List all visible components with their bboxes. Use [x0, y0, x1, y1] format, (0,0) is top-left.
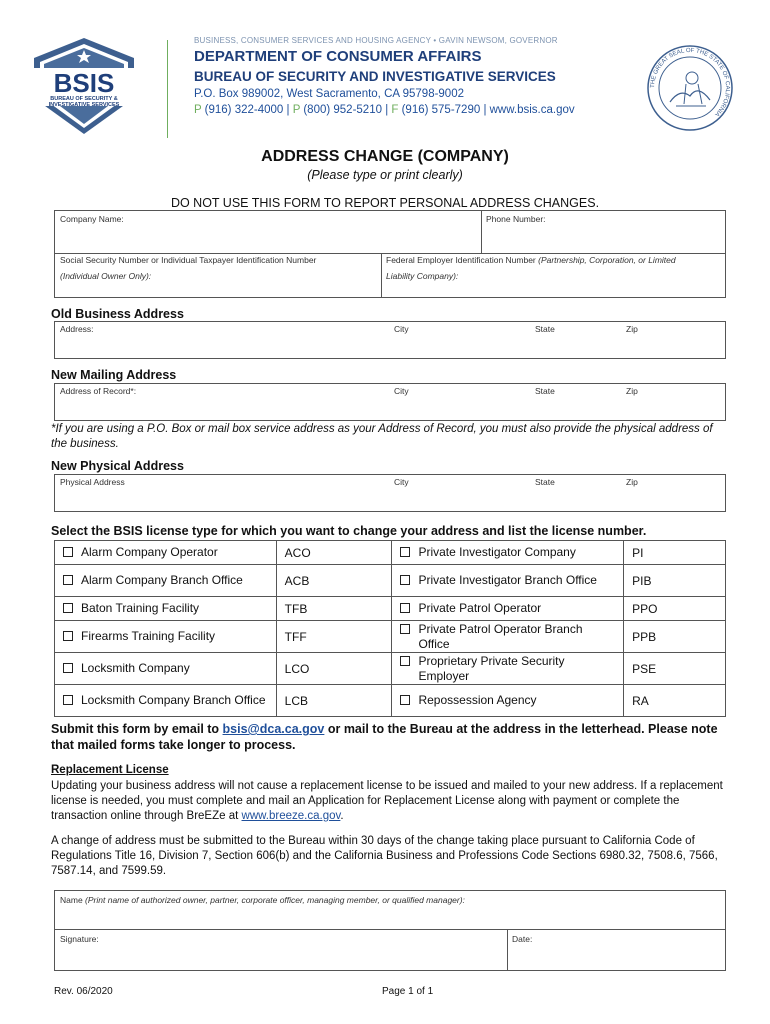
checkbox[interactable] [63, 631, 73, 641]
breeze-link[interactable]: www.breeze.ca.gov [241, 810, 341, 822]
fax-label: F [391, 104, 399, 116]
phone-number-label: Phone Number: [486, 214, 546, 224]
ssn-sub: (Individual Owner Only): [60, 271, 152, 281]
bureau-name: BUREAU OF SECURITY AND INVESTIGATIVE SERVICES [194, 69, 556, 84]
license-table [54, 540, 726, 717]
license-option[interactable] [392, 597, 624, 621]
paragraph-text: . [340, 810, 344, 822]
bureau-contacts [194, 104, 575, 116]
license-name: Private Patrol Operator Branch Office [418, 621, 583, 651]
address-label: Address: [60, 324, 94, 334]
city-label: City [394, 477, 409, 487]
license-name: Firearms Training Facility [81, 629, 216, 643]
fein-text: Federal Employer Identification Number [386, 255, 539, 265]
license-option[interactable] [55, 621, 277, 653]
email-link[interactable]: bsis@dca.ca.gov [222, 722, 325, 736]
license-heading: Select the BSIS license type for which you want to change your address and list the license number. [51, 524, 647, 538]
department-name: DEPARTMENT OF CONSUMER AFFAIRS [194, 48, 482, 65]
replacement-heading: Replacement License [51, 764, 169, 776]
submit-text: or mail to the Bureau at the address in the letterhead. Please note that mailed forms take longer to process. [51, 722, 718, 752]
checkbox[interactable] [63, 695, 73, 705]
license-name: Proprietary Private Security Employer [418, 653, 565, 683]
license-option[interactable] [392, 541, 624, 565]
paragraph-text: Updating your business address will not cause a replacement license to be issued and mailed to your new address. If a replacement license is needed, you must complete and mail an Application for Replacement License along with payment or complete the transaction online through BreEZe at [51, 780, 723, 822]
phone-label: P [292, 104, 301, 116]
logo-subtext-1: BUREAU OF SECURITY & [50, 96, 118, 102]
state-label: State [535, 477, 555, 487]
ssn-label: Social Security Number or Individual Taxpayer Identification Number [60, 255, 317, 265]
license-code: TFF [276, 621, 392, 653]
license-option[interactable] [392, 653, 624, 685]
form-title: ADDRESS CHANGE (COMPANY) [261, 148, 509, 165]
license-code: PSE [624, 653, 726, 685]
checkbox[interactable] [400, 575, 410, 585]
city-label: City [394, 386, 409, 396]
replacement-paragraph [51, 779, 731, 824]
fein-sub: Liability Company): [386, 271, 459, 281]
license-row [55, 621, 726, 653]
license-option[interactable] [55, 653, 277, 685]
checkbox[interactable] [400, 695, 410, 705]
license-code: PPO [624, 597, 726, 621]
address-label: Physical Address [60, 477, 125, 487]
fax-and-website: (916) 575-7290 | www.bsis.ca.gov [398, 104, 575, 116]
zip-label: Zip [626, 386, 638, 396]
signature-field[interactable] [55, 930, 507, 971]
physical-address-field[interactable] [54, 474, 726, 512]
form-warning: DO NOT USE THIS FORM TO REPORT PERSONAL ADDRESS CHANGES. [170, 196, 600, 210]
company-name-label: Company Name: [60, 214, 124, 224]
license-code: PI [624, 541, 726, 565]
bsis-logo [30, 36, 138, 136]
mailing-address-field[interactable] [54, 383, 726, 421]
fein-italic: (Partnership, Corporation, or Limited [538, 255, 676, 265]
checkbox[interactable] [63, 603, 73, 613]
old-address-heading: Old Business Address [51, 307, 184, 321]
license-row [55, 541, 726, 565]
license-option[interactable] [55, 565, 277, 597]
license-name: Private Investigator Company [418, 545, 576, 559]
license-row [55, 685, 726, 717]
license-name: Private Patrol Operator [418, 601, 542, 615]
header-divider [167, 40, 168, 138]
license-option[interactable] [55, 685, 277, 717]
physical-address-heading: New Physical Address [51, 459, 184, 473]
logo-subtext-2: INVESTIGATIVE SERVICES [48, 102, 120, 108]
license-row [55, 653, 726, 685]
fein-field[interactable] [382, 254, 727, 298]
checkbox[interactable] [63, 575, 73, 585]
old-address-field[interactable] [54, 321, 726, 359]
license-name: Private Investigator Branch Office [418, 573, 597, 587]
license-code: RA [624, 685, 726, 717]
license-option[interactable] [392, 565, 624, 597]
license-name: Locksmith Company [81, 661, 190, 675]
seal-text: THE GREAT SEAL OF THE STATE OF CALIFORNIA [649, 47, 731, 118]
license-code: LCO [276, 653, 392, 685]
license-option[interactable] [392, 621, 624, 653]
license-name: Repossession Agency [418, 693, 537, 707]
checkbox[interactable] [400, 624, 410, 634]
state-label: State [535, 386, 555, 396]
form-subtitle: (Please type or print clearly) [307, 168, 463, 182]
ssn-field[interactable] [55, 254, 381, 298]
license-row [55, 597, 726, 621]
submit-text: Submit this form by email to [51, 722, 223, 736]
license-option[interactable] [55, 597, 277, 621]
license-code: PPB [624, 621, 726, 653]
bureau-address: P.O. Box 989002, West Sacramento, CA 95798-9002 [194, 88, 464, 100]
checkbox[interactable] [400, 656, 410, 666]
signature-box [54, 890, 726, 971]
license-code: ACB [276, 565, 392, 597]
california-seal [646, 44, 734, 132]
phone-2: (800) 952-5210 | [300, 104, 392, 116]
phone-1: (916) 322-4000 | [201, 104, 293, 116]
license-name: Baton Training Facility [81, 601, 200, 615]
license-code: ACO [276, 541, 392, 565]
name-field[interactable] [55, 891, 727, 929]
phone-number-field[interactable] [482, 211, 727, 253]
address-label: Address of Record*: [60, 386, 137, 396]
license-row [55, 565, 726, 597]
checkbox[interactable] [400, 603, 410, 613]
checkbox[interactable] [400, 547, 410, 557]
license-option[interactable] [55, 541, 277, 565]
date-label: Date: [512, 934, 533, 944]
submit-instructions [51, 721, 731, 753]
logo-text: BSIS [53, 68, 115, 98]
license-name: Locksmith Company Branch Office [81, 693, 266, 707]
city-label: City [394, 324, 409, 334]
license-option[interactable] [392, 685, 624, 717]
checkbox[interactable] [63, 547, 73, 557]
signature-label: Signature: [60, 934, 99, 944]
company-info-box [54, 210, 726, 298]
mailing-address-heading: New Mailing Address [51, 368, 177, 382]
checkbox[interactable] [63, 663, 73, 673]
license-code: TFB [276, 597, 392, 621]
date-field[interactable] [508, 930, 727, 971]
zip-label: Zip [626, 477, 638, 487]
name-italic: (Print name of authorized owner, partner, corporate officer, managing member, or qualified manager): [85, 895, 465, 905]
page-number: Page 1 of 1 [382, 986, 434, 997]
license-code: PIB [624, 565, 726, 597]
zip-label: Zip [626, 324, 638, 334]
state-label: State [535, 324, 555, 334]
deadline-paragraph: A change of address must be submitted to the Bureau within 30 days of the change taking place pursuant to California Code of Regulations Title 16, Division 7, Section 606(b) and the California Business and Professions Code Sections 6980.32, 7508.6, 7566, 7587.14, and 7599.59. [51, 835, 718, 877]
revision-date: Rev. 06/2020 [54, 986, 113, 997]
name-text: Name [60, 895, 86, 905]
po-box-note: *If you are using a P.O. Box or mail box service address as your Address of Record, you must also provide the physical address of the business. [51, 423, 713, 450]
license-name: Alarm Company Operator [81, 545, 218, 559]
license-name: Alarm Company Branch Office [81, 573, 243, 587]
license-code: LCB [276, 685, 392, 717]
phone-label: P [194, 104, 202, 116]
company-name-field[interactable] [55, 211, 481, 253]
agency-line: BUSINESS, CONSUMER SERVICES AND HOUSING AGENCY • GAVIN NEWSOM, GOVERNOR [194, 36, 558, 45]
svg-text:THE GREAT SEAL OF THE STATE OF [650, 48, 730, 117]
